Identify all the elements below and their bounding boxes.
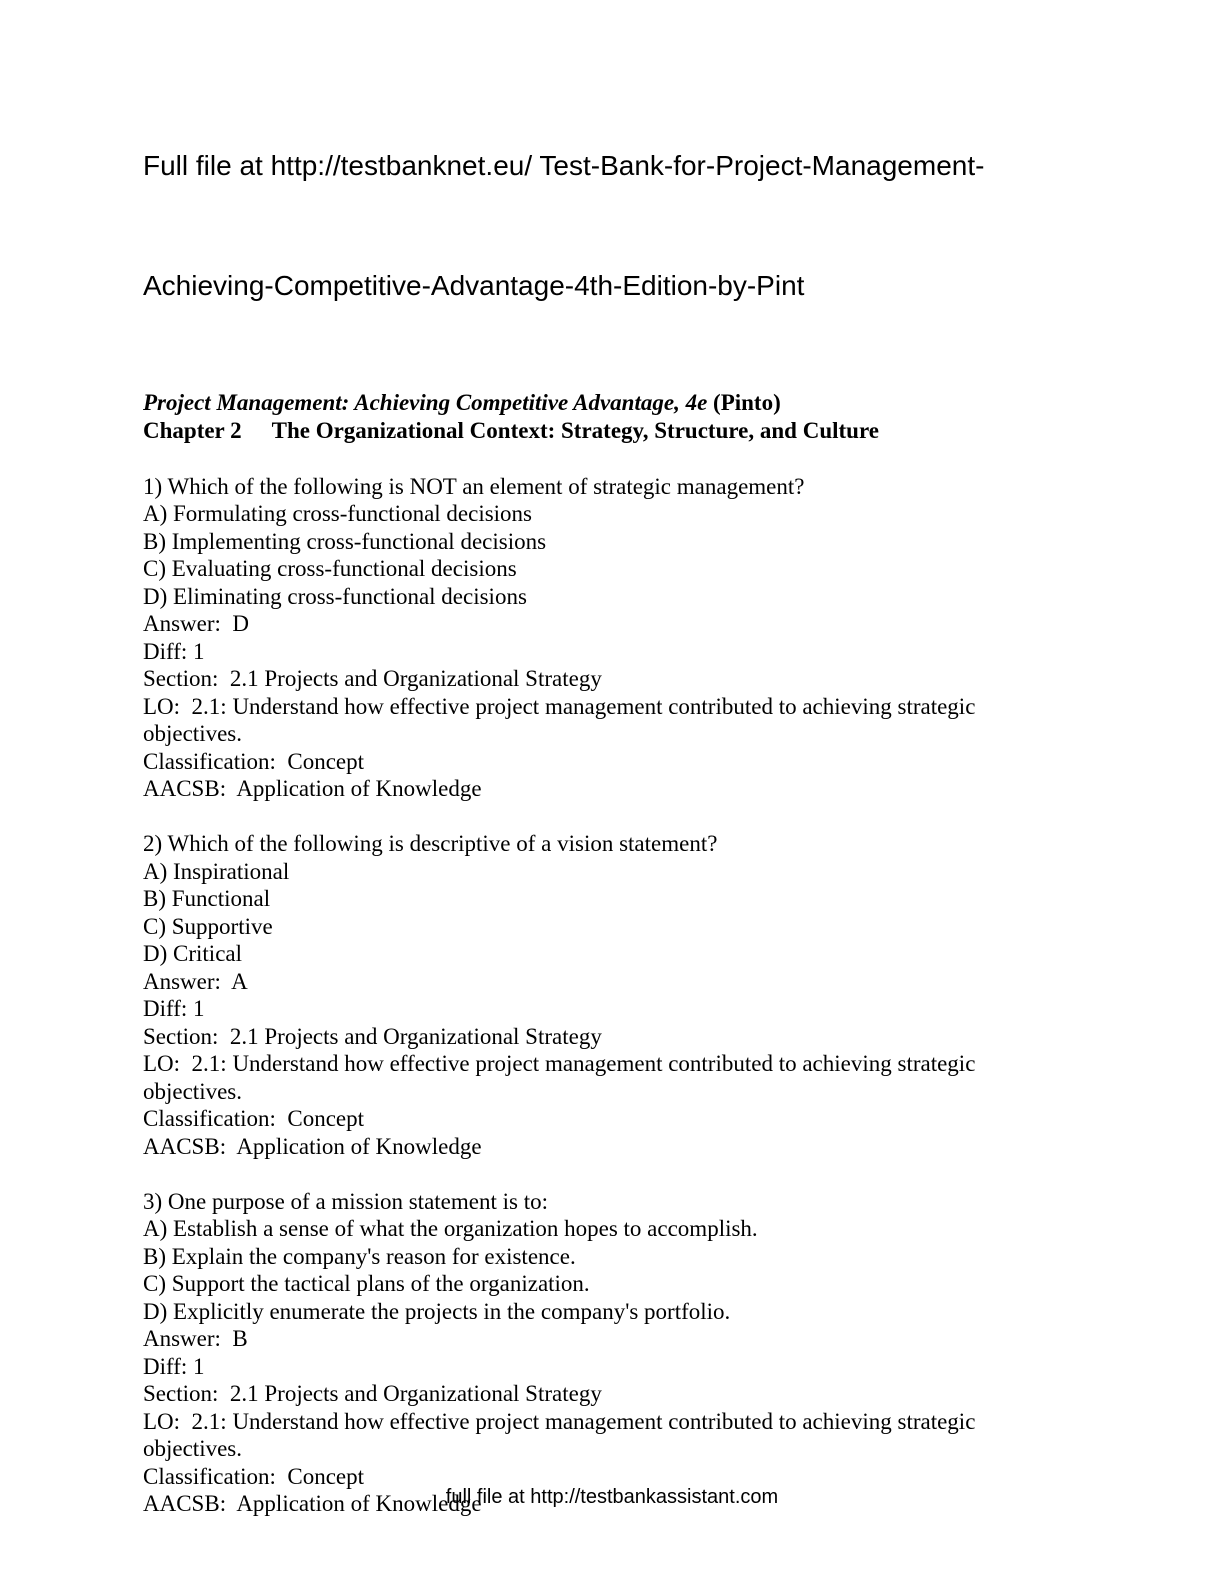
- option-a: A) Inspirational: [143, 858, 290, 884]
- option-c: C) Evaluating cross-functional decisions: [143, 556, 517, 581]
- header-url-line-2: Achieving-Competitive-Advantage-4th-Edition-by-Pint: [143, 270, 805, 301]
- section-line: Section: 2.1 Projects and Organizational Strategy: [143, 1381, 602, 1406]
- header-url-line-1: Full file at http://testbanknet.eu/ Test-Bank-for-Project-Management-: [143, 150, 985, 181]
- option-d: D) Eliminating cross-functional decisions: [143, 583, 527, 609]
- option-b: B) Explain the company's reason for existence.: [143, 1243, 576, 1269]
- diff-line: Diff: 1: [143, 638, 205, 664]
- option-c: C) Support the tactical plans of the organization.: [143, 1271, 590, 1296]
- book-title: Project Management: Achieving Competitive Advantage, 4e: [143, 390, 708, 415]
- option-a: A) Formulating cross-functional decisions: [143, 501, 533, 526]
- diff-line: Diff: 1: [143, 1353, 205, 1379]
- question-block-2: [143, 830, 1064, 1160]
- question-prompt: 3) One purpose of a mission statement is to:: [143, 1188, 548, 1214]
- page-footer: full file at http://testbankassistant.com: [445, 1486, 779, 1508]
- option-b: B) Functional: [143, 886, 271, 911]
- option-a: A) Establish a sense of what the organization hopes to accomplish.: [143, 1216, 758, 1241]
- header-file-url: [143, 66, 1064, 386]
- aacsb-line: AACSB: Application of Knowledge: [143, 776, 482, 801]
- lo-line: LO: 2.1: Understand how effective project management contributed to achieving strategic objectives.: [143, 1408, 982, 1461]
- option-c: C) Supportive: [143, 913, 273, 939]
- lo-line: LO: 2.1: Understand how effective project management contributed to achieving strategic objectives.: [143, 1051, 982, 1104]
- chapter-title: The Organizational Context: Strategy, Structure, and Culture: [271, 418, 879, 443]
- classification-line: Classification: Concept: [143, 748, 365, 774]
- book-author: (Pinto): [707, 390, 781, 415]
- option-d: D) Critical: [143, 941, 242, 966]
- chapter-heading: [143, 417, 1064, 445]
- diff-line: Diff: 1: [143, 996, 205, 1021]
- answer-line: Answer: D: [143, 611, 250, 636]
- lo-line: LO: 2.1: Understand how effective project management contributed to achieving strategic objectives.: [143, 693, 982, 746]
- question-block-1: [143, 473, 1064, 803]
- classification-line: Classification: Concept: [143, 1463, 365, 1489]
- book-title-line: [143, 389, 1064, 417]
- answer-line: Answer: A: [143, 968, 248, 994]
- question-prompt: 2) Which of the following is descriptive of a vision statement?: [143, 831, 718, 856]
- section-line: Section: 2.1 Projects and Organizational Strategy: [143, 1023, 602, 1049]
- answer-line: Answer: B: [143, 1326, 248, 1351]
- chapter-number: Chapter 2: [143, 418, 242, 443]
- aacsb-line: AACSB: Application of Knowledge: [143, 1133, 482, 1159]
- aacsb-line: AACSB: Application of Knowledge: [143, 1491, 482, 1516]
- option-d: D) Explicitly enumerate the projects in the company's portfolio.: [143, 1298, 731, 1324]
- question-prompt: 1) Which of the following is NOT an element of strategic management?: [143, 473, 805, 499]
- section-line: Section: 2.1 Projects and Organizational Strategy: [143, 666, 602, 691]
- question-block-3: [143, 1188, 1064, 1518]
- option-b: B) Implementing cross-functional decisions: [143, 528, 547, 554]
- classification-line: Classification: Concept: [143, 1106, 365, 1131]
